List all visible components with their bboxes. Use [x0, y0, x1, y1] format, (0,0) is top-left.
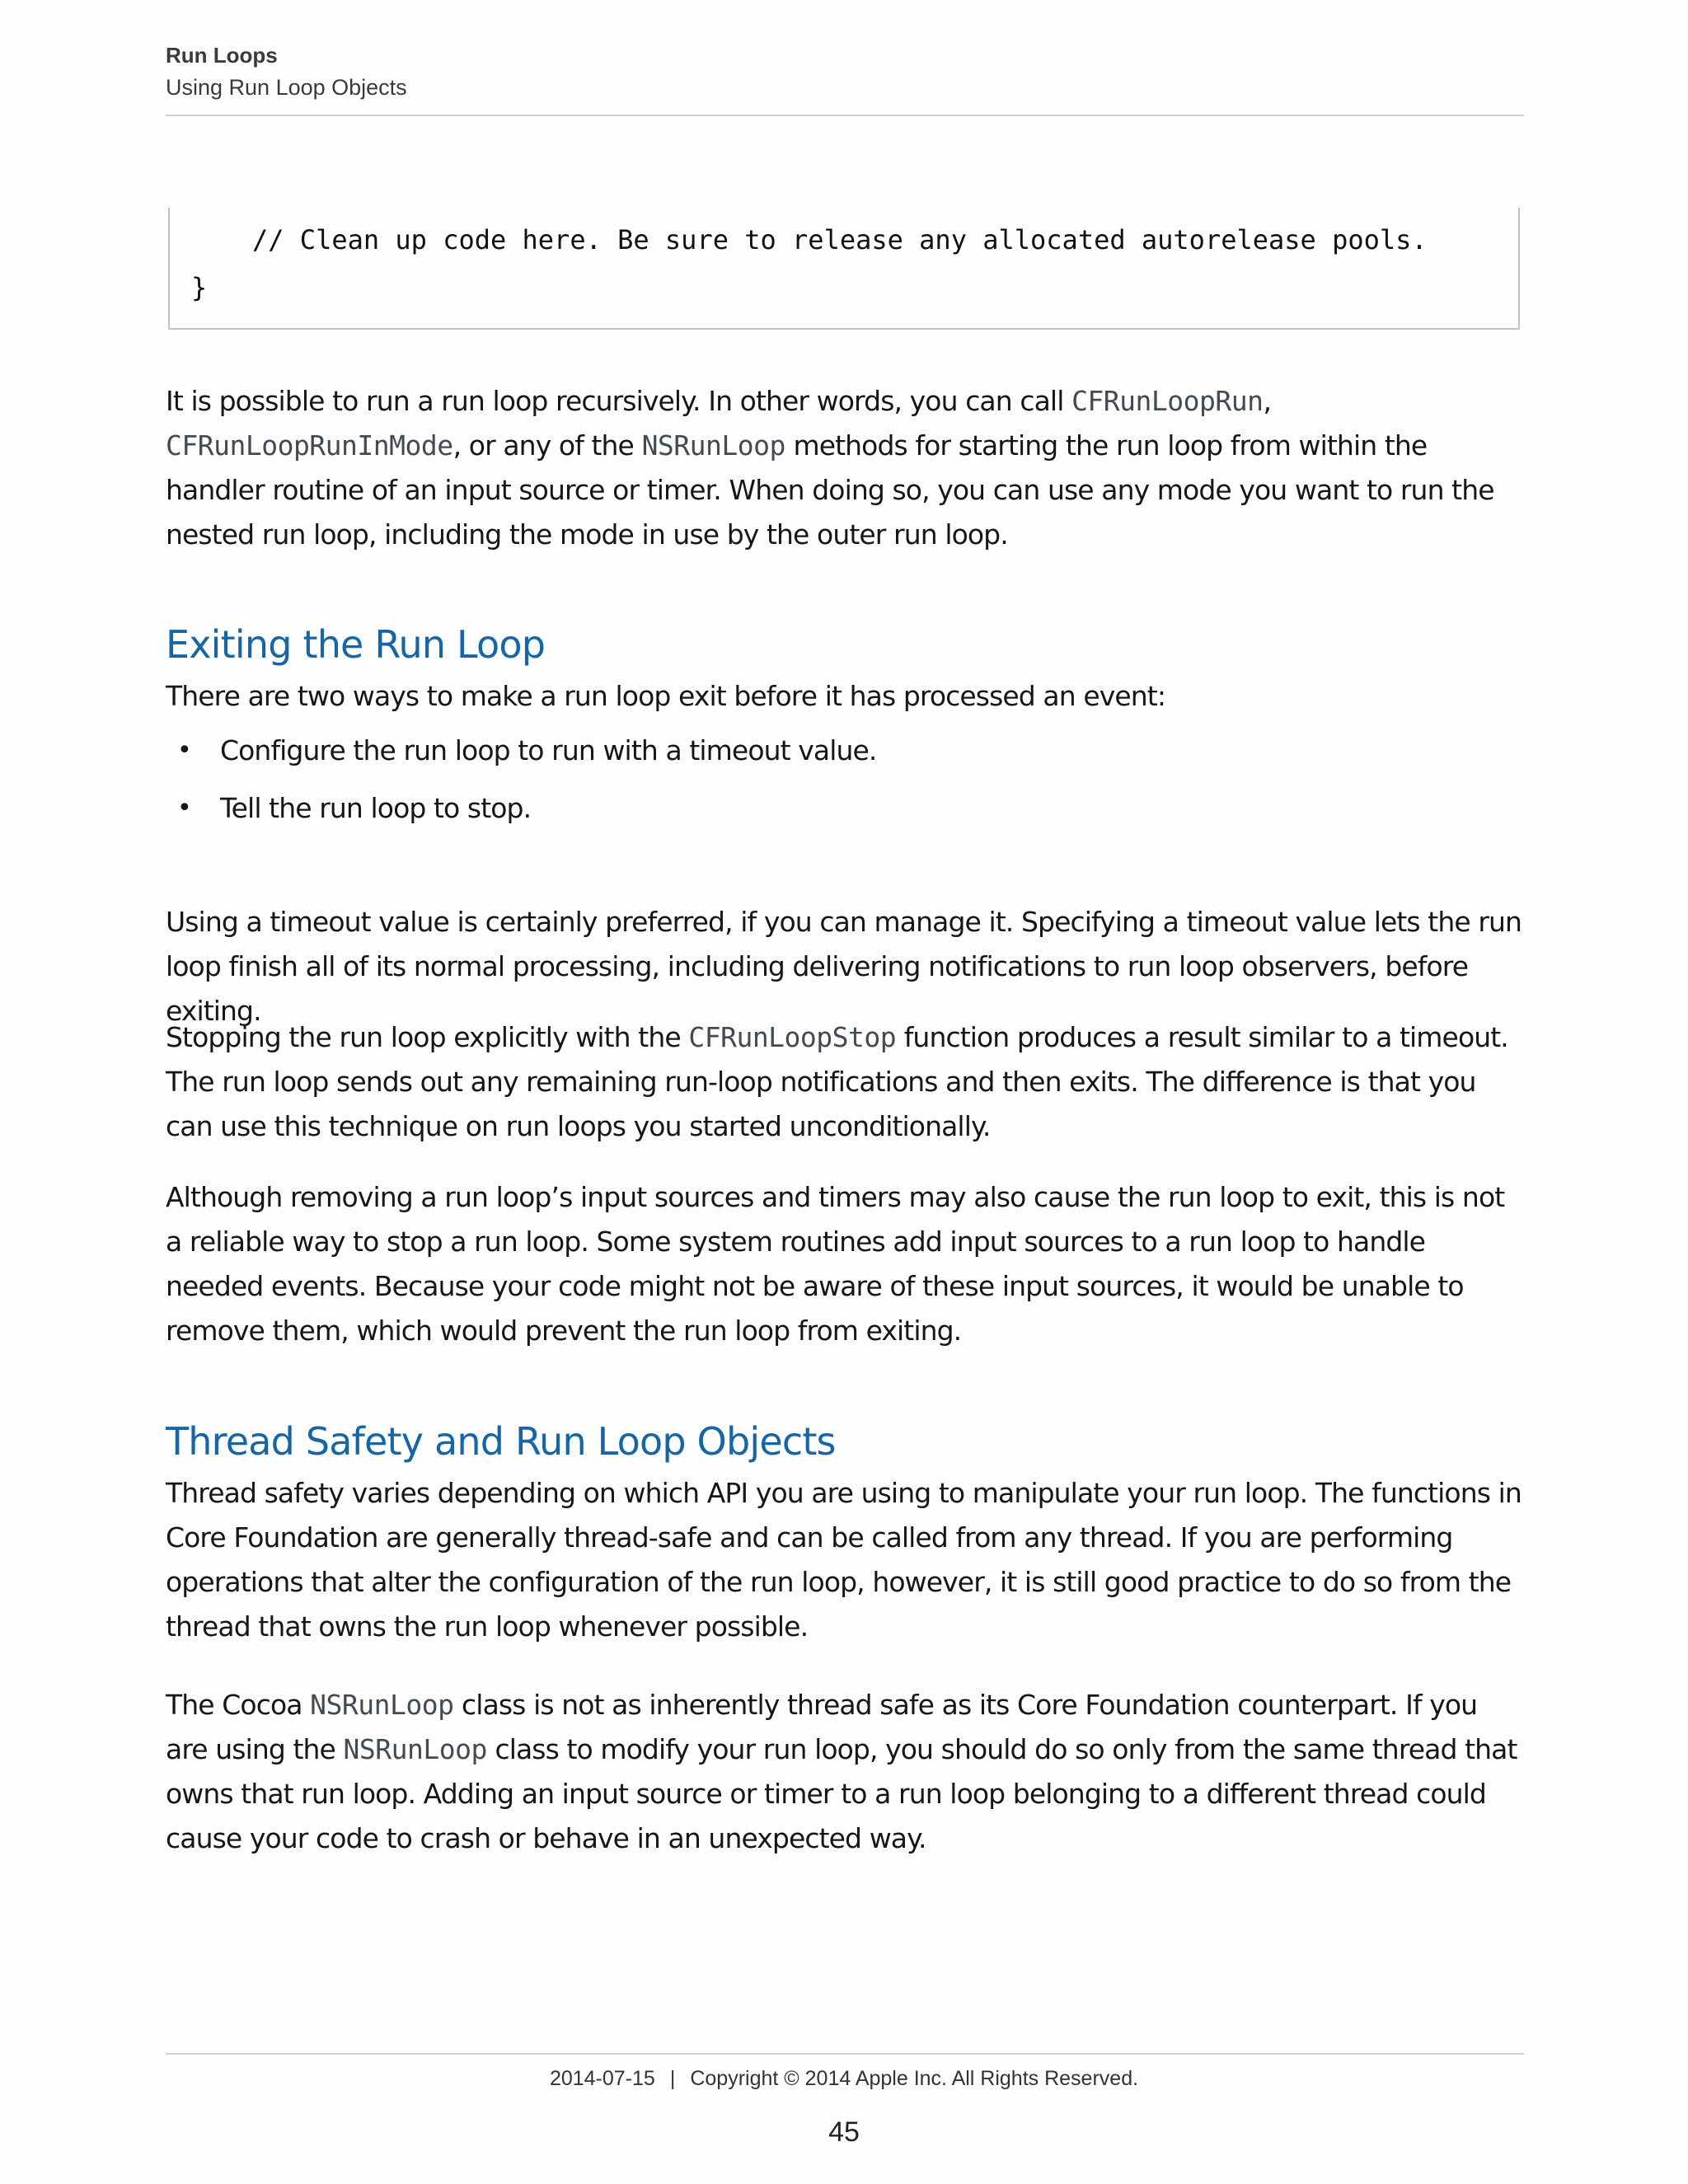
body-text: Thread safety varies depending on which API you are using to manipulate your run loop. The functions in Core Foundation are generally thread-safe and can be called from any thread. If you are performing operations that alter the configuration of the run loop, however, it is still good practice to do so from the thread that owns the run loop whenever possible.	[166, 1477, 1522, 1643]
paragraph-recursive-run-loop	[166, 379, 1524, 557]
code-line-comment: // Clean up code here. Be sure to release any allocated autorelease pools.	[252, 224, 1428, 255]
heading-exiting-run-loop: Exiting the Run Loop	[166, 622, 546, 667]
footer-date: 2014-07-15	[549, 2067, 655, 2090]
section-thread-safety	[166, 1417, 1524, 1649]
page-header	[166, 40, 1524, 104]
header-divider	[166, 115, 1524, 116]
list-item: • Tell the run loop to stop.	[166, 786, 1524, 831]
body-text: Stopping the run loop explicitly with the CFRunLoopStop function produces a result similar to a timeout. The run loop sends out any remaining run-loop notifications and then exits. The difference is that you can use this technique on run loops you started unconditionally.	[166, 1021, 1508, 1142]
bullet-icon: •	[177, 736, 191, 765]
page-footer	[0, 2067, 1688, 2091]
list-item: • Configure the run loop to run with a timeout value.	[166, 729, 1524, 773]
header-chapter-title: Run Loops	[166, 43, 278, 68]
heading-thread-safety: Thread Safety and Run Loop Objects	[166, 1419, 836, 1464]
footer-copyright: Copyright © 2014 Apple Inc. All Rights Reserved.	[690, 2067, 1139, 2090]
section-intro-text: There are two ways to make a run loop exit before it has processed an event:	[166, 680, 1166, 712]
body-text: It is possible to run a run loop recursively. In other words, you can call CFRunLoopRun, CFRunLoopRunInMode, or any of the NSRunLoop methods for starting the run loop from within the handler routine of an input source or timer. When doing so, you can use any mode you want to run the nested run loop, including the mode in use by the outer run loop.	[166, 385, 1494, 551]
footer-separator: |	[669, 2067, 676, 2090]
code-cfrunlooprunimode: CFRunLoopRunInMode	[166, 429, 453, 462]
code-line-closing-brace: }	[191, 272, 208, 303]
code-cfrunloopstop: CFRunLoopStop	[688, 1021, 897, 1053]
bullet-icon: •	[177, 794, 191, 823]
footer-divider	[166, 2053, 1524, 2055]
bullet-list	[166, 729, 1524, 831]
header-section-title: Using Run Loop Objects	[166, 75, 407, 100]
code-nsrunloop: NSRunLoop	[641, 429, 785, 462]
page-number: 45	[828, 2116, 860, 2148]
body-text: Using a timeout value is certainly preferred, if you can manage it. Specifying a timeout value lets the run loop finish all of its normal processing, including delivering notifications to run loop observers, before exiting.	[166, 906, 1522, 1027]
paragraph-timeout	[166, 900, 1524, 1033]
code-nsrunloop: NSRunLoop	[310, 1689, 454, 1721]
code-listing	[168, 208, 1520, 330]
paragraph-stop	[166, 1015, 1524, 1149]
paragraph-input-sources	[166, 1175, 1524, 1353]
body-text: Although removing a run loop’s input sources and timers may also cause the run loop to exit, this is not a reliable way to stop a run loop. Some system routines add input sources to a run loop to handle needed events. Because your code might not be aware of these input sources, it would be unable to remove them, which would prevent the run loop from exiting.	[166, 1181, 1505, 1347]
section-exiting-run-loop	[166, 620, 1524, 844]
body-text: The Cocoa NSRunLoop class is not as inherently thread safe as its Core Foundation counterpart. If you are using the NSRunLoop class to modify your run loop, you should do so only from the same thread that owns that run loop. Adding an input source or timer to a run loop belonging to a different thread could cause your code to crash or behave in an unexpected way.	[166, 1689, 1517, 1854]
paragraph-nsrunloop-safety	[166, 1683, 1524, 1861]
code-nsrunloop: NSRunLoop	[343, 1733, 487, 1765]
code-cfrunlooprun: CFRunLoopRun	[1071, 385, 1264, 417]
